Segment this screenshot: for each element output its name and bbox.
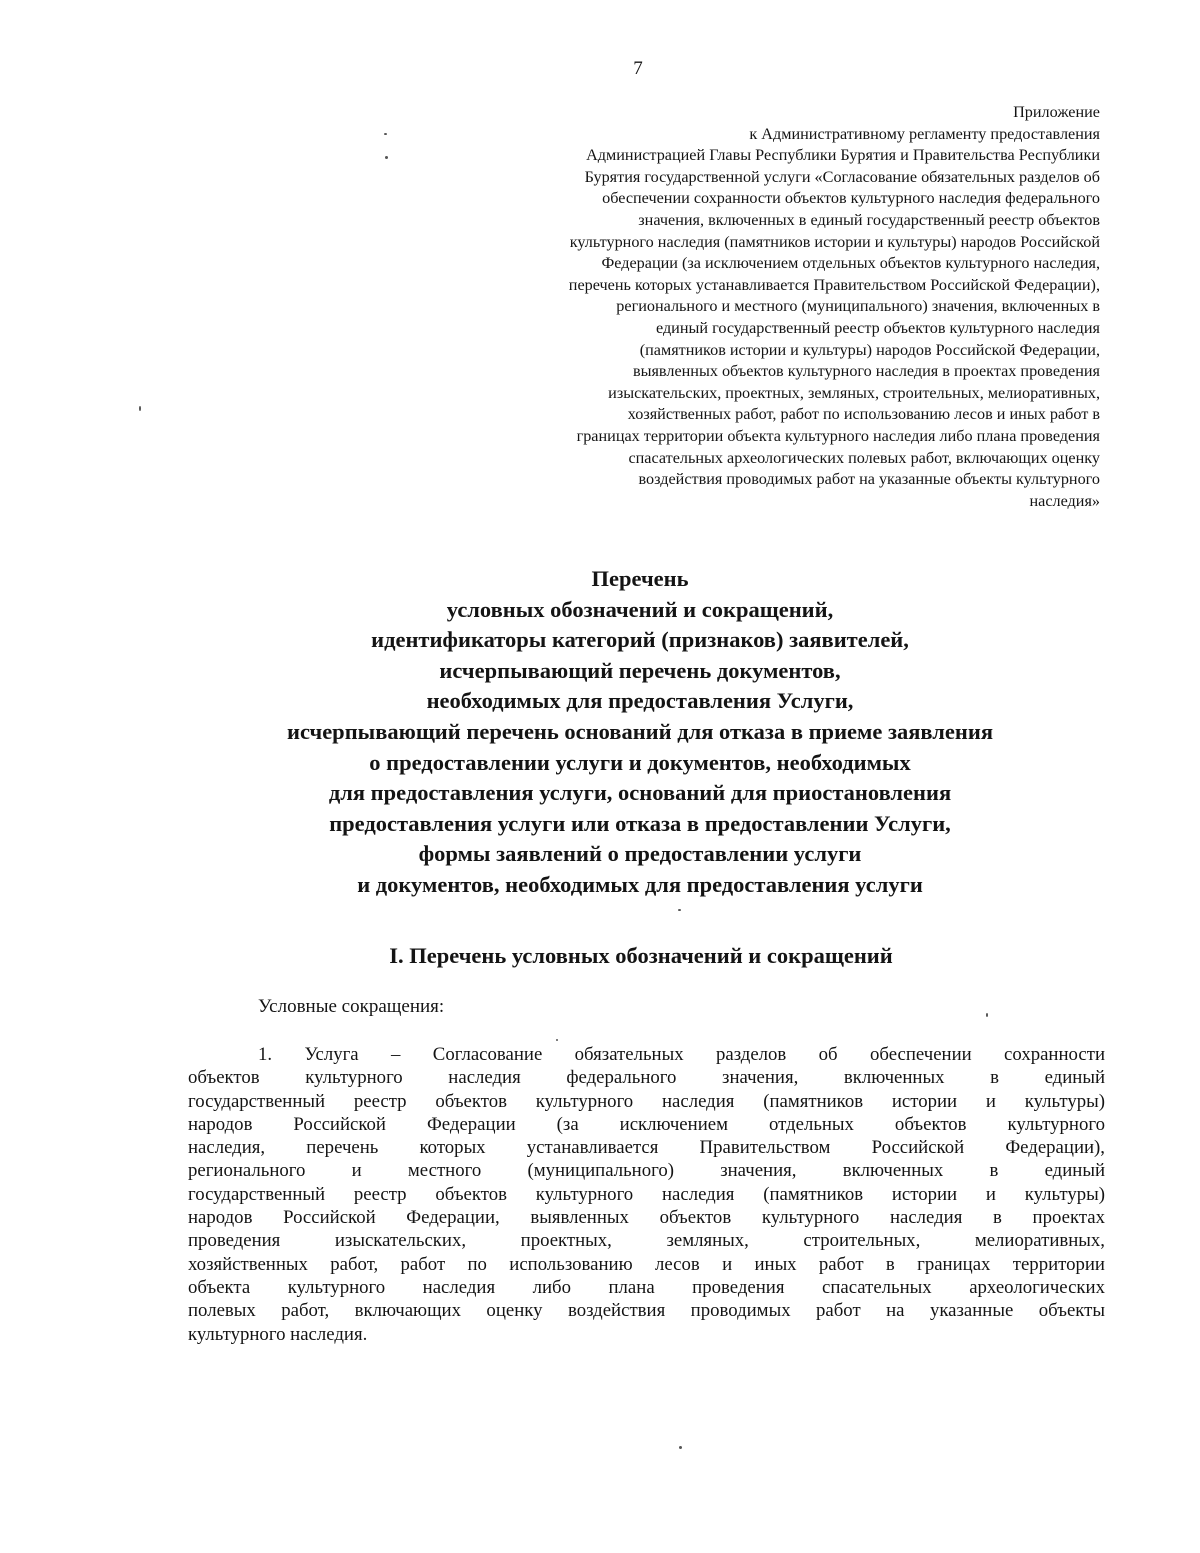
paragraph-line: государственный реестр объектов культурного наследия (памятников истории и культуры) [188,1090,1105,1112]
paragraph-line: объектов культурного наследия федерального значения, включенных в единый [188,1067,1105,1089]
paragraph-line: культурного наследия. [188,1323,368,1345]
title-line: исчерпывающий перечень документов, [439,657,841,683]
title-line: формы заявлений о предоставлении услуги [418,841,862,867]
paragraph-line: хозяйственных работ, работ по использованию лесов и иных работ в границах территории [188,1253,1105,1275]
title-line: и документов, необходимых для предоставления услуги [357,871,923,897]
appendix-line: Федерации (за исключением отдельных объектов культурного наследия, [601,254,1100,273]
abbreviations-label: Условные сокращения: [258,996,445,1017]
section-heading: I. Перечень условных обозначений и сокращений [389,943,893,968]
title-line: условных обозначений и сокращений, [446,596,834,622]
title-line: для предоставления услуги, оснований для приостановления [328,780,952,806]
appendix-line: к Административному регламенту предоставления [749,124,1100,143]
title-line: идентификаторы категорий (признаков) заявителей, [371,627,909,653]
appendix-line: значения, включенных в единый государственный реестр объектов [638,210,1100,229]
paragraph-line: регионального и местного (муниципального) значения, включенных в единый [188,1160,1105,1182]
appendix-line: границах территории объекта культурного наследия либо плана проведения [576,426,1100,445]
scan-speck [385,156,388,159]
appendix-line: воздействия проводимых работ на указанные объекты культурного [638,470,1100,489]
appendix-line: наследия» [1029,491,1100,510]
definition-paragraph [188,1043,1105,1346]
appendix-line: Администрацией Главы Республики Бурятия и Правительства Республики [586,146,1100,165]
paragraph-line: наследия, перечень которых устанавливается Правительством Российской Федерации), [188,1137,1105,1159]
title-line: предоставления услуги или отказа в предоставлении Услуги, [329,810,951,836]
paragraph-line: проведения изыскательских, проектных, земляных, строительных, мелиоративных, [188,1230,1105,1252]
paragraph-line: народов Российской Федерации, выявленных объектов культурного наследия в проектах [188,1207,1105,1229]
appendix-line: регионального и местного (муниципального) значения, включенных в [616,297,1100,316]
appendix-line: выявленных объектов культурного наследия в проектах проведения [632,362,1100,381]
scan-speck [556,1039,558,1041]
title-line: необходимых для предоставления Услуги, [426,688,854,714]
document-title [140,564,1140,901]
appendix-line: хозяйственных работ, работ по использованию лесов и иных работ в [627,405,1100,424]
scan-speck [679,1446,682,1449]
appendix-line: изыскательских, проектных, земляных, строительных, мелиоративных, [608,383,1100,402]
paragraph-line: объекта культурного наследия либо плана проведения спасательных археологических [188,1276,1105,1298]
page-number: 7 [633,58,643,79]
title-line: Перечень [591,566,689,591]
appendix-line: единый государственный реестр объектов культурного наследия [655,318,1100,337]
appendix-line: перечень которых устанавливается Правительством Российской Федерации), [568,275,1100,294]
appendix-line: (памятников истории и культуры) народов Российской Федерации, [639,340,1100,359]
scan-speck [384,133,387,135]
appendix-line: обеспечении сохранности объектов культурного наследия федерального [602,189,1100,208]
appendix-line: Приложение [1013,103,1100,121]
appendix-line: культурного наследия (памятников истории и культуры) народов Российской [569,232,1100,251]
paragraph-line: 1. Услуга – Согласование обязательных разделов об обеспечении сохранности [258,1044,1105,1065]
appendix-line: спасательных археологических полевых работ, включающих оценку [628,448,1100,467]
paragraph-line: государственный реестр объектов культурного наследия (памятников истории и культуры) [188,1183,1105,1205]
paragraph-line: народов Российской Федерации (за исключением отдельных объектов культурного [188,1113,1105,1135]
appendix-header [400,102,1100,512]
appendix-line: Бурятия государственной услуги «Согласование обязательных разделов об [584,167,1100,186]
paragraph-line: полевых работ, включающих оценку воздействия проводимых работ на указанные объекты [188,1300,1105,1322]
scan-speck [986,1013,988,1017]
scan-speck [678,909,681,911]
title-line: исчерпывающий перечень оснований для отказа в приеме заявления [287,718,993,744]
scan-speck [139,406,141,411]
title-line: о предоставлении услуги и документов, необходимых [369,749,911,775]
